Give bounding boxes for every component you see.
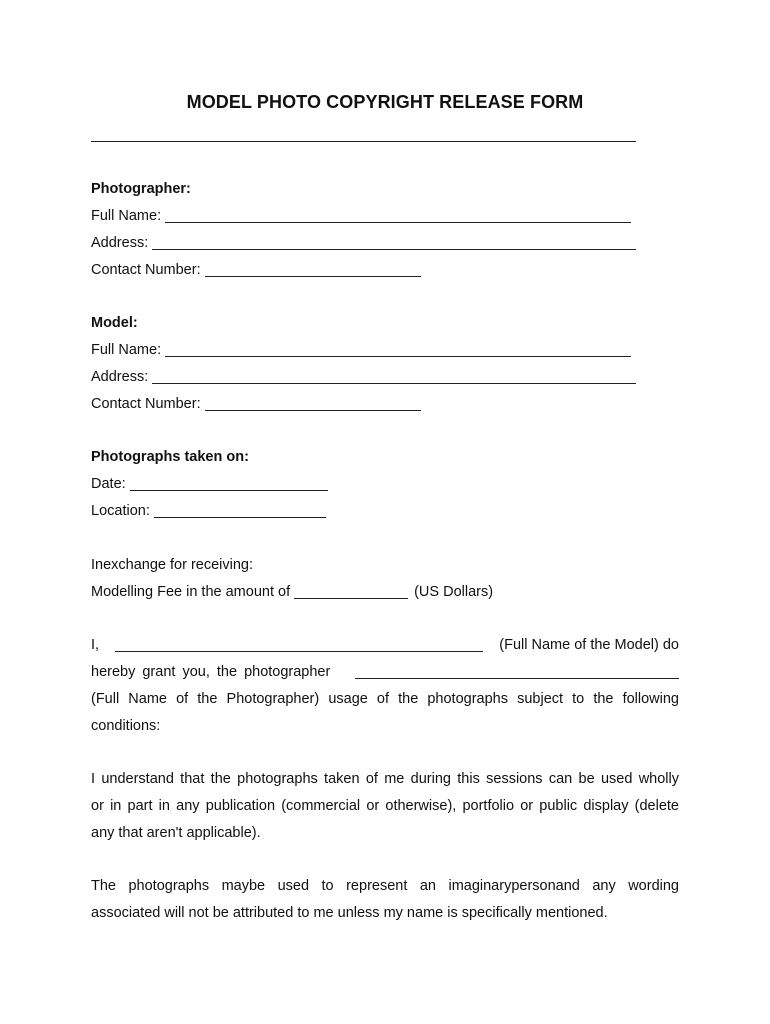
photos-date-row — [91, 475, 328, 493]
model-contact-label: Contact Number: — [91, 396, 201, 412]
grant-line-2 — [91, 663, 679, 681]
grant-line-3: (Full Name of the Photographer) usage of the photographs subject to the following — [91, 691, 679, 707]
fee-amount-field[interactable] — [294, 584, 408, 599]
photos-location-field[interactable] — [154, 503, 326, 518]
form-title: MODEL PHOTO COPYRIGHT RELEASE FORM — [186, 92, 584, 112]
photos-heading: Photographs taken on: — [91, 449, 249, 465]
photographer-address-field[interactable] — [152, 235, 636, 250]
understand-line-1: I understand that the photographs taken of me during this sessions can be used wholly — [91, 771, 679, 787]
photographer-contact-field[interactable] — [205, 262, 421, 277]
photos-date-label: Date: — [91, 476, 126, 492]
understand-line-3: any that aren't applicable). — [91, 825, 261, 841]
model-full-name-row — [91, 341, 631, 359]
photographer-full-name-label: Full Name: — [91, 208, 162, 224]
model-address-field[interactable] — [152, 369, 636, 384]
fee-row — [91, 583, 493, 601]
title-divider — [91, 141, 636, 142]
photos-location-row — [91, 502, 326, 520]
photographer-name-grant-field[interactable] — [355, 664, 679, 679]
model-full-name-label: Full Name: — [91, 342, 162, 358]
model-contact-row — [91, 395, 421, 413]
model-contact-field[interactable] — [205, 396, 421, 411]
photographer-full-name-row — [91, 207, 631, 225]
model-address-row — [91, 368, 636, 386]
photographer-full-name-field[interactable] — [165, 208, 631, 223]
grant-line1-suffix: (Full Name of the Model) do — [499, 637, 679, 653]
grant-line-4: conditions: — [91, 718, 161, 734]
model-address-label: Address: — [91, 369, 149, 385]
model-heading: Model: — [91, 315, 138, 331]
grant-line2-prefix: hereby grant you, the photographer — [91, 664, 331, 680]
fee-suffix: (US Dollars) — [414, 584, 494, 600]
photographer-heading: Photographer: — [91, 181, 191, 197]
model-full-name-field[interactable] — [165, 342, 631, 357]
imaginary-line-1: The photographs maybe used to represent an imaginarypersonand any wording — [91, 878, 679, 894]
photos-location-label: Location: — [91, 503, 150, 519]
understand-line-2: or in part in any publication (commercial or otherwise), portfolio or public display (delete — [91, 798, 679, 814]
photos-date-field[interactable] — [130, 476, 328, 491]
photographer-contact-row — [91, 261, 421, 279]
fee-prefix: Modelling Fee in the amount of — [91, 584, 291, 600]
imaginary-line-2: associated will not be attributed to me unless my name is specifically mentioned. — [91, 905, 608, 921]
model-name-grant-field[interactable] — [115, 637, 483, 652]
grant-line1-prefix: I, — [91, 637, 100, 653]
photographer-address-label: Address: — [91, 235, 149, 251]
photographer-contact-label: Contact Number: — [91, 262, 201, 278]
photographer-address-row — [91, 234, 636, 252]
exchange-intro: Inexchange for receiving: — [91, 557, 254, 573]
grant-line-1 — [91, 636, 679, 654]
